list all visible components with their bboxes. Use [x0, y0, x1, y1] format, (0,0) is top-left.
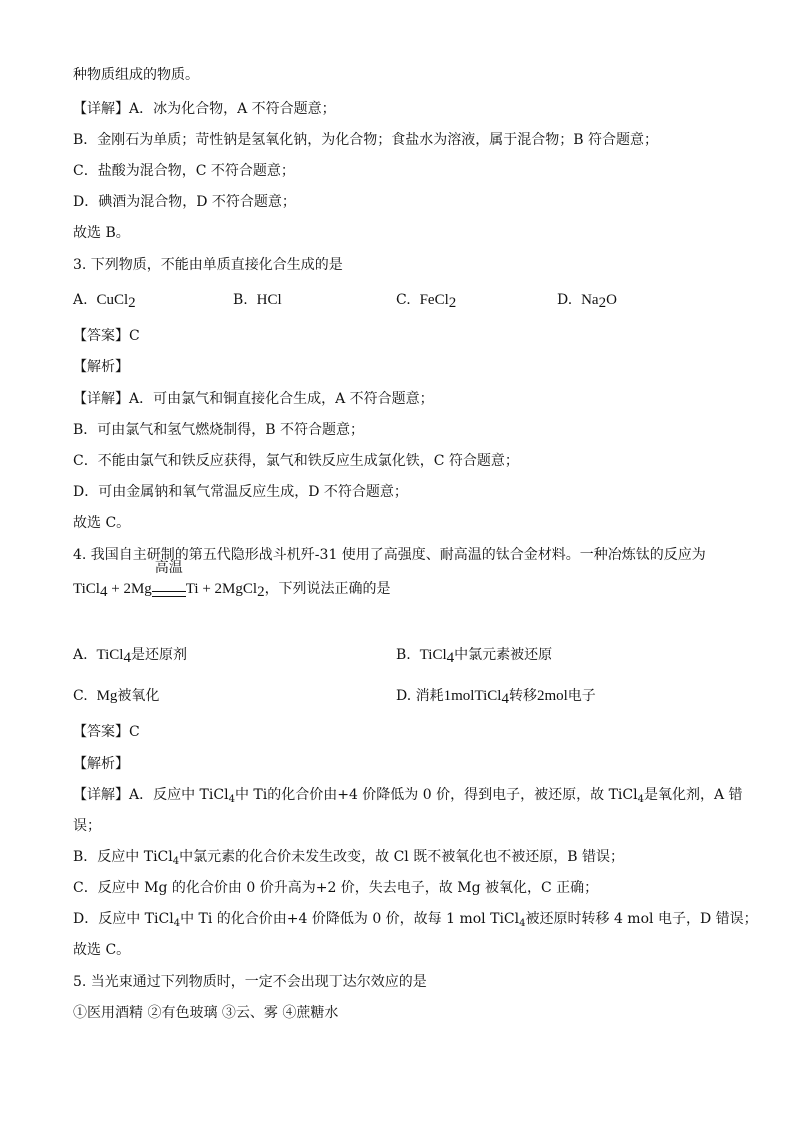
q5-items: ①医用酒精 ②有色玻璃 ③云、雾 ④蔗糖水 [73, 1005, 339, 1021]
q2-conclusion: 故选 B。 [73, 225, 130, 241]
q3-explanation-a: 【详解】A．可由氯气和铜直接化合生成，A 不符合题意； [73, 391, 434, 407]
q4-explanation-b: B．反应中 TiCl$_4$中氯元素的化合价未发生改变，故 Cl 既不被氧化也不被还原，B 错误； [73, 849, 624, 867]
q4-option-c: C. Mg被氧化 [73, 688, 160, 704]
q2-explanation-a: 【详解】A．冰为化合物，A 不符合题意； [73, 101, 336, 117]
q2-explanation-b: B．金刚石为单质；苛性钠是氢氧化钠，为化合物；食盐水为溶液，属于混合物；B 符合题意； [73, 132, 659, 148]
q3-answer: 【答案】C [73, 328, 140, 344]
q4-option-b: B. TiCl$_4$中氯元素被还原 [396, 647, 553, 666]
q3-option-b: B. HCl [233, 292, 282, 308]
q3-conclusion: 故选 C。 [73, 515, 131, 531]
q3-explanation-d: D．可由金属钠和氧气常温反应生成，D 不符合题意； [73, 484, 408, 500]
q5-stem: 5. 当光束通过下列物质时，一定不会出现丁达尔效应的是 [73, 974, 427, 990]
q4-answer: 【答案】C [73, 724, 140, 740]
q3-option-a: A. CuCl$_2$ [73, 292, 136, 311]
q4-analysis-heading: 【解析】 [73, 756, 129, 772]
reaction-condition: 高温 [152, 581, 186, 597]
q3-analysis-heading: 【解析】 [73, 359, 129, 375]
q3-explanation-c: C．不能由氯气和铁反应获得，氯气和铁反应生成氯化铁，C 符合题意； [73, 453, 519, 469]
q4-explanation-a-wrap: 误； [73, 818, 101, 834]
q4-option-a: A. TiCl$_4$是还原剂 [73, 647, 187, 666]
q3-option-d: D. $Na_2O$ [557, 292, 617, 311]
paragraph-continuation: 种物质组成的物质。 [73, 67, 199, 83]
q2-explanation-d: D．碘酒为混合物，D 不符合题意； [73, 194, 296, 210]
q3-stem: 3. 下列物质，不能由单质直接化合生成的是 [73, 257, 343, 273]
q4-explanation-c: C．反应中 Mg 的化合价由 0 价升高为+2 价，失去电子，故 Mg 被氧化，C 正确； [73, 880, 599, 896]
q4-reaction-equation: TiCl$_4$ + 2Mg 高温 Ti + 2MgCl$_2$，下列说法正确的是 [73, 560, 391, 600]
q4-explanation-d: D．反应中 TiCl$_4$中 Ti 的化合价由+4 价降低为 0 价，故每 1 mol TiCl$_4$被还原时转移 4 mol 电子，D 错误； [73, 911, 758, 929]
q4-stem: 4. 我国自主研制的第五代隐形战斗机歼-31 使用了高强度、耐高温的钛合金材料。一种冶炼钛的反应为 [73, 547, 706, 563]
q3-option-c: C. FeCl$_2$ [396, 292, 457, 311]
q3-explanation-b: B．可由氯气和氢气燃烧制得，B 不符合题意； [73, 422, 365, 438]
q4-conclusion: 故选 C。 [73, 942, 131, 958]
q2-explanation-c: C．盐酸为混合物，C 不符合题意； [73, 163, 295, 179]
q4-explanation-a: 【详解】A．反应中 TiCl$_4$中 Ti的化合价由+4 价降低为 0 价，得到电子，被还原，故 TiCl$_4$是氧化剂，A 错 [73, 787, 743, 805]
q4-option-d: D. 消耗1molTiCl$_4$转移2mol电子 [396, 688, 596, 707]
